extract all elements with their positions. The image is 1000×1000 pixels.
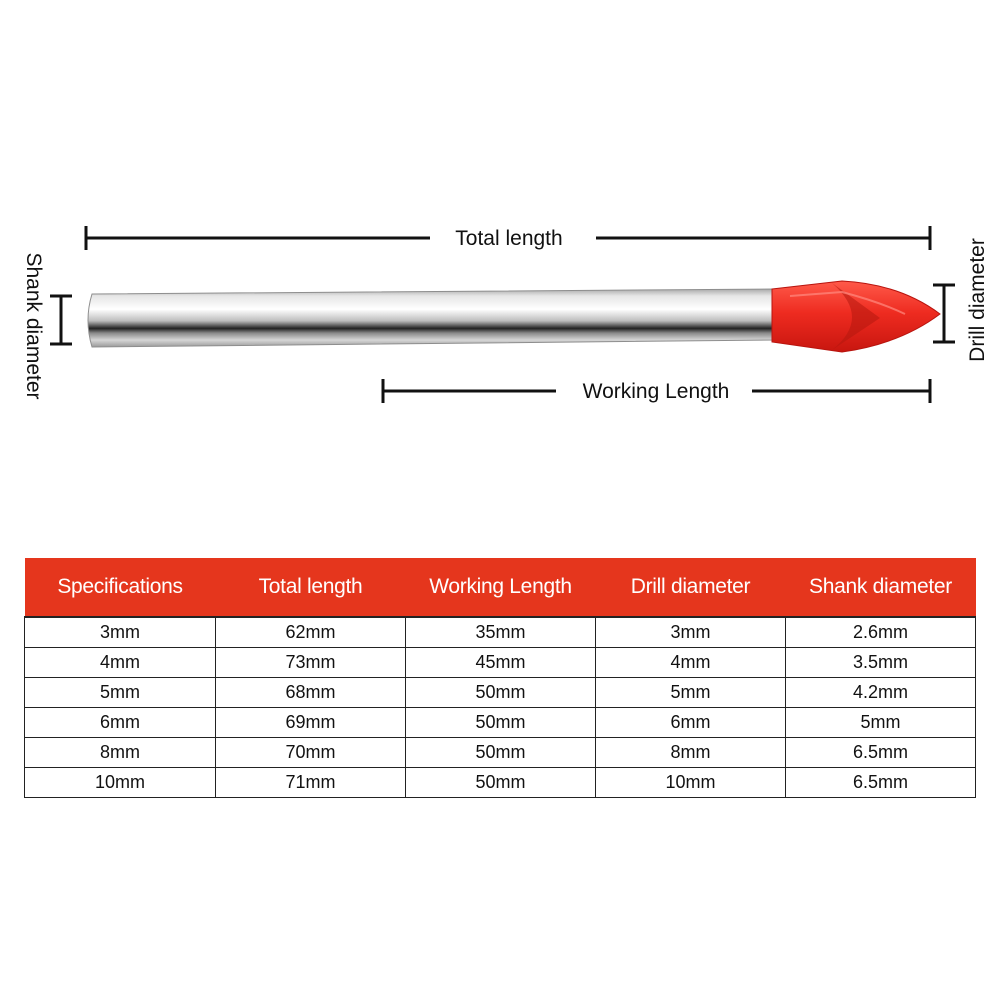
drill-diameter-label: Drill diameter (966, 238, 989, 362)
drill-bit (88, 281, 940, 352)
shank-diameter-label: Shank diameter (22, 252, 45, 400)
table-cell: 2.6mm (786, 617, 976, 648)
table-cell: 73mm (216, 648, 406, 678)
working-length-dimension (383, 379, 930, 403)
table-cell: 50mm (406, 708, 596, 738)
header-shank-diameter: Shank diameter (786, 558, 976, 617)
table-cell: 45mm (406, 648, 596, 678)
table-cell: 4.2mm (786, 678, 976, 708)
table-row (25, 768, 976, 798)
table-cell: 8mm (596, 738, 786, 768)
drill-shank (88, 289, 775, 347)
table-row (25, 678, 976, 708)
drill-diameter-dimension (933, 238, 989, 362)
table-cell: 10mm (596, 768, 786, 798)
table-cell: 4mm (596, 648, 786, 678)
table-cell: 70mm (216, 738, 406, 768)
table-cell: 62mm (216, 617, 406, 648)
table-cell: 69mm (216, 708, 406, 738)
table-cell: 50mm (406, 768, 596, 798)
table-cell: 8mm (25, 738, 216, 768)
table-cell: 6.5mm (786, 768, 976, 798)
table-row (25, 708, 976, 738)
table-cell: 5mm (25, 678, 216, 708)
table-row (25, 617, 976, 648)
table-cell: 10mm (25, 768, 216, 798)
table-cell: 71mm (216, 768, 406, 798)
table-cell: 68mm (216, 678, 406, 708)
working-length-label: Working Length (582, 380, 730, 403)
total-length-label: Total length (455, 227, 563, 250)
table-cell: 5mm (786, 708, 976, 738)
table-cell: 35mm (406, 617, 596, 648)
table-cell: 5mm (596, 678, 786, 708)
table-cell: 6mm (596, 708, 786, 738)
table-cell: 50mm (406, 678, 596, 708)
table-row (25, 648, 976, 678)
shank-diameter-dimension (22, 252, 72, 399)
table-cell: 6mm (25, 708, 216, 738)
table-cell: 3mm (25, 617, 216, 648)
header-total-length: Total length (216, 558, 406, 617)
header-drill-diameter: Drill diameter (596, 558, 786, 617)
total-length-dimension (86, 226, 930, 250)
table-cell: 3mm (596, 617, 786, 648)
table-header-row (25, 558, 976, 617)
table-cell: 3.5mm (786, 648, 976, 678)
header-working-length: Working Length (406, 558, 596, 617)
specifications-table (24, 558, 976, 798)
header-specifications: Specifications (25, 558, 216, 617)
table-cell: 4mm (25, 648, 216, 678)
table-row (25, 738, 976, 768)
table-cell: 6.5mm (786, 738, 976, 768)
table-cell: 50mm (406, 738, 596, 768)
